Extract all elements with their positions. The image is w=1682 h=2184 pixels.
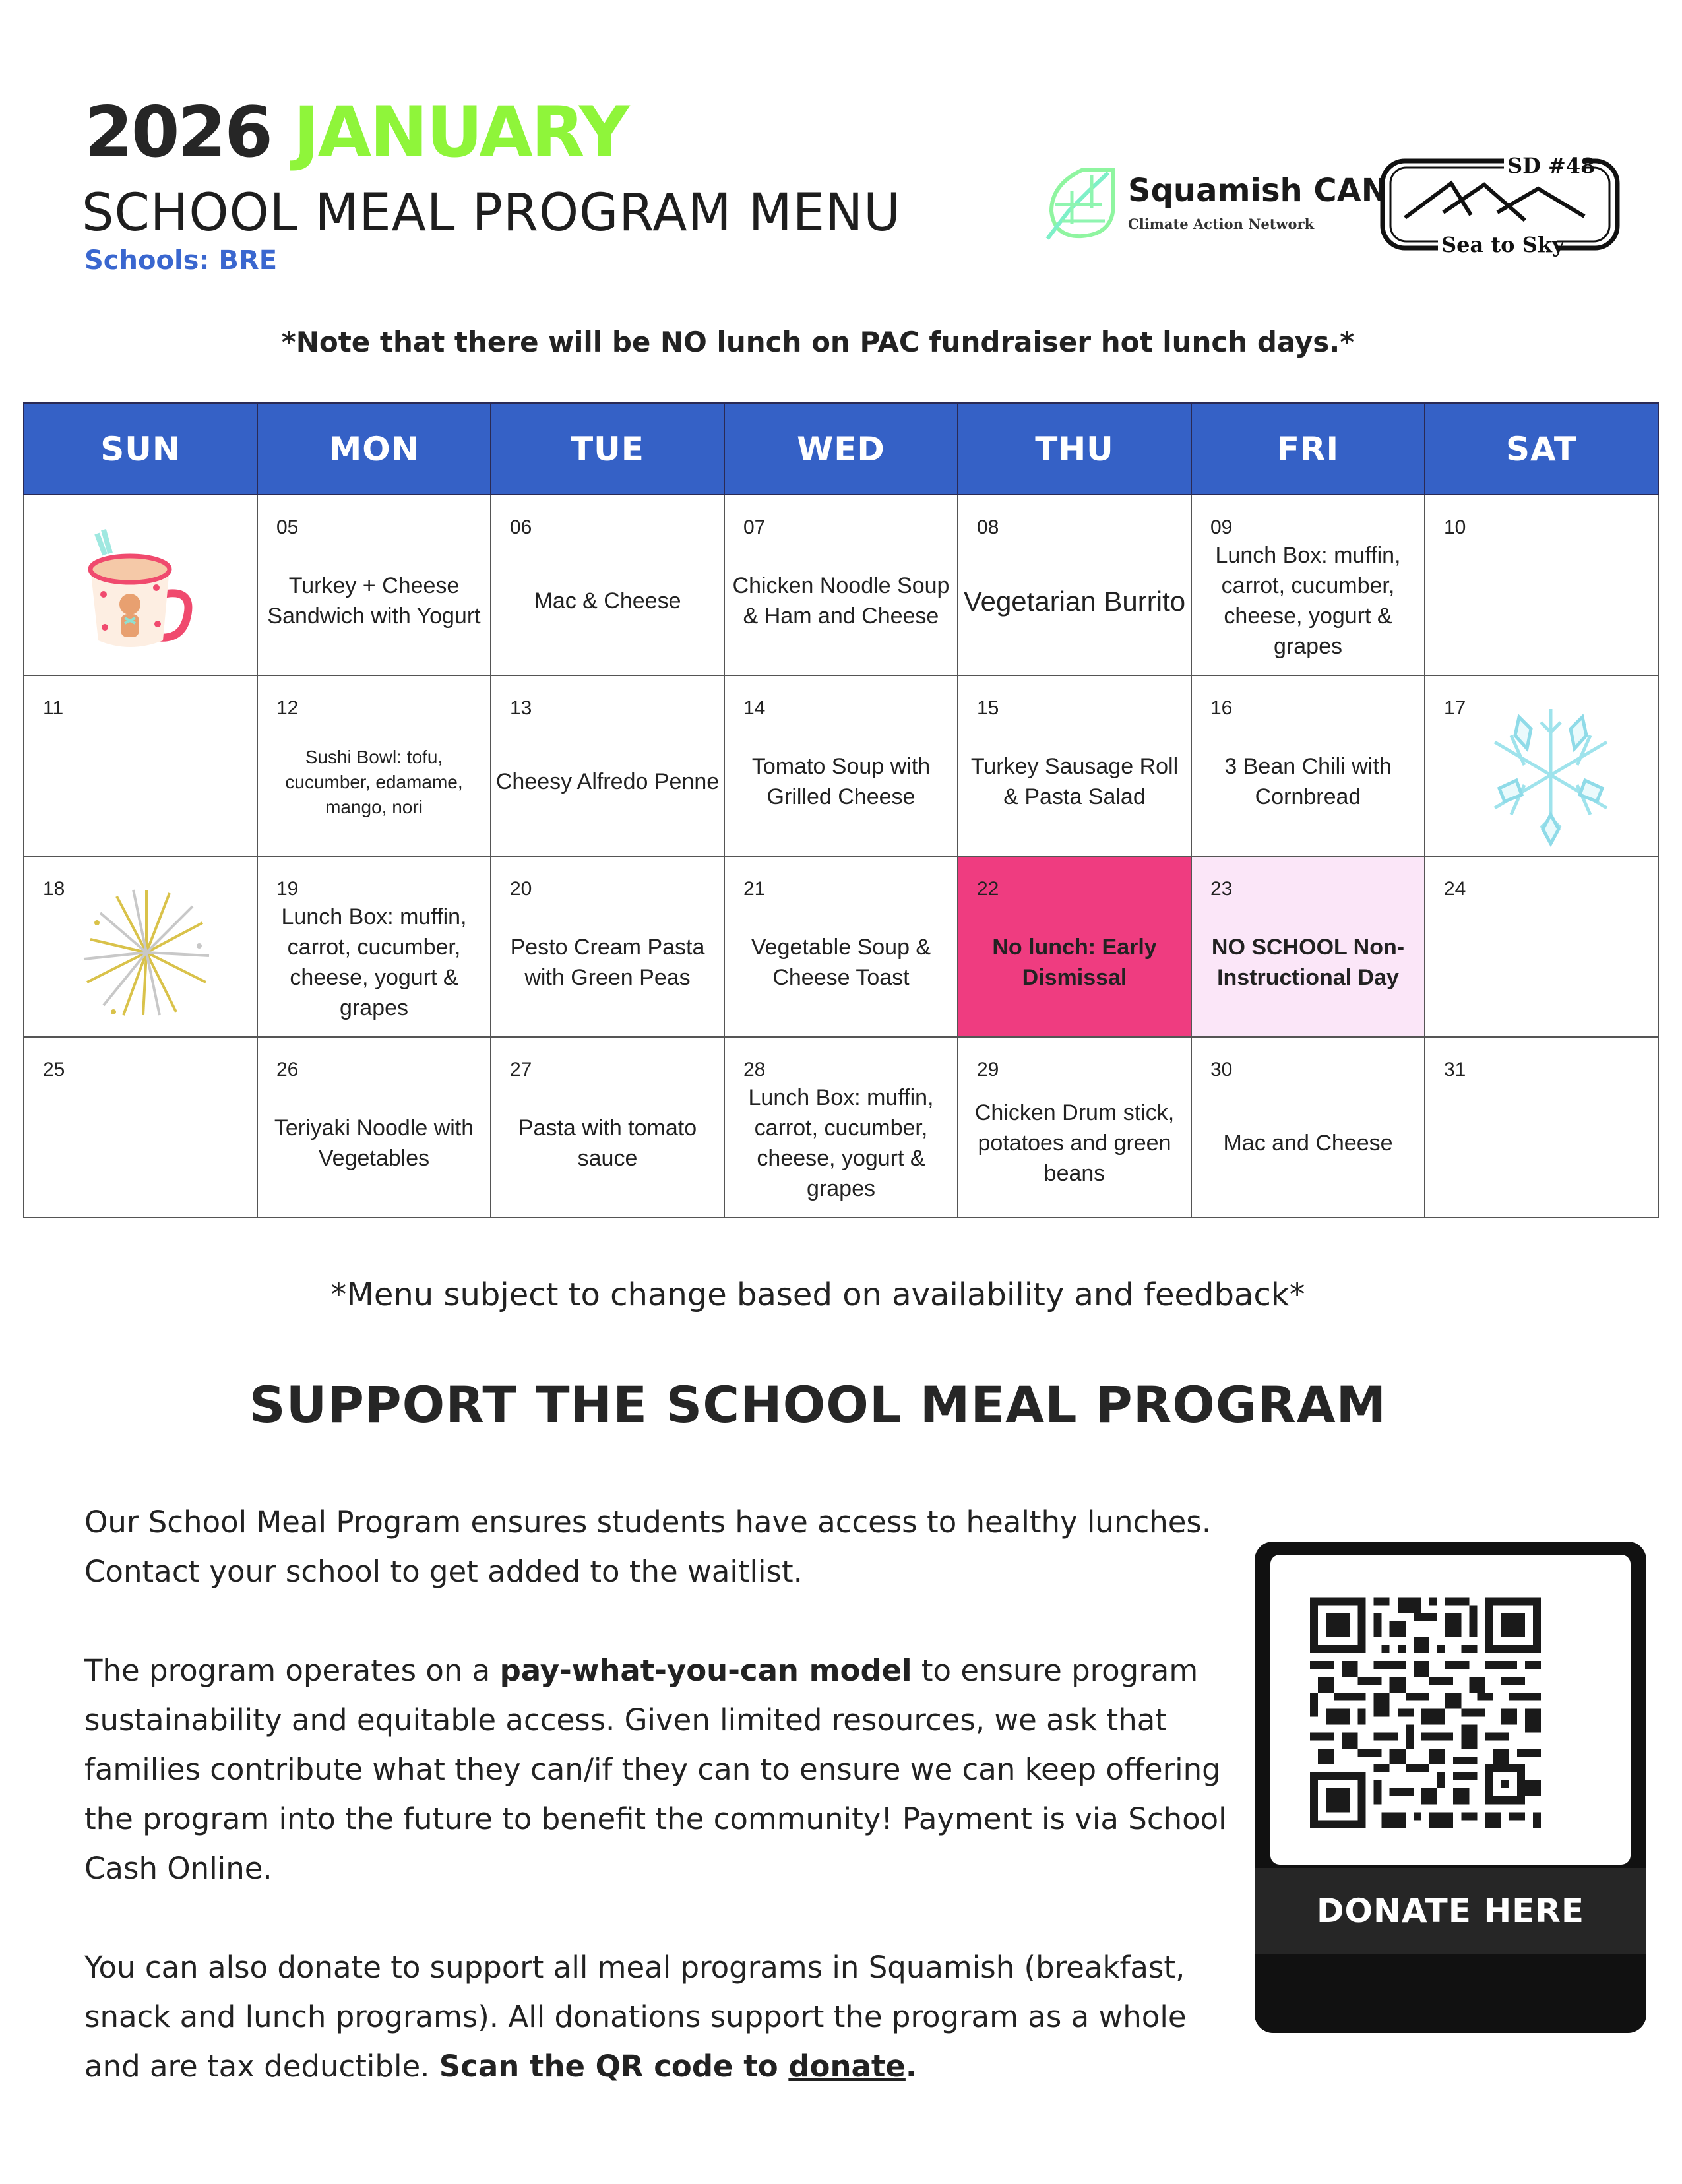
weekday-sat: SAT (1425, 403, 1658, 495)
day-number: 25 (43, 1059, 65, 1080)
day-number: 10 (1444, 516, 1466, 538)
meal-text: Chicken Noodle Soup & Ham and Cheese (732, 573, 950, 629)
meal-text: Chicken Drum stick, potatoes and green beans (974, 1100, 1175, 1186)
day-cell (24, 495, 257, 675)
day-number: 22 (977, 878, 999, 900)
p2-text: The program operates on a (84, 1653, 500, 1688)
day-cell (491, 495, 724, 675)
day-number: 13 (510, 697, 532, 719)
day-cell (1425, 495, 1658, 675)
day-number: 06 (510, 516, 532, 538)
day-number: 15 (977, 697, 999, 719)
day-cell (24, 675, 257, 856)
weekday-header-row (24, 403, 1658, 495)
day-cell (1425, 1037, 1658, 1218)
day-cell (724, 1037, 958, 1218)
meal-text: Mac and Cheese (1223, 1131, 1393, 1156)
sd48-label: SD #48 (1507, 153, 1596, 178)
squamish-can-tagline: Climate Action Network (1128, 216, 1315, 232)
meal-text: Pesto Cream Pasta with Green Peas (510, 935, 705, 990)
title-year: 2026 (84, 92, 272, 173)
firework-burst-icon (77, 883, 216, 1022)
day-cell (24, 856, 257, 1037)
day-number: 27 (510, 1059, 532, 1080)
day-number: 28 (743, 1059, 766, 1080)
day-number: 30 (1210, 1059, 1233, 1080)
meal-text: Sushi Bowl: tofu, cucumber, edamame, mango, nori (285, 747, 463, 817)
weekday-mon: MON (257, 403, 491, 495)
day-cell (1425, 856, 1658, 1037)
pac-note: *Note that there will be NO lunch on PAC fundraiser hot lunch days.* (281, 326, 1355, 358)
day-cell (257, 856, 491, 1037)
mountains-icon (1405, 183, 1584, 220)
sea-to-sky-label: Sea to Sky (1441, 232, 1565, 257)
day-number: 23 (1210, 878, 1233, 900)
scan-qr-emphasis: Scan the QR code to (439, 2049, 789, 2084)
day-number: 18 (43, 878, 65, 900)
page-title (84, 92, 628, 173)
p3-text: You can also donate to support all meal programs in Squamish (breakfast, snack and lunch programs). All donations support the program as a whole and are tax deductible. (84, 1950, 1187, 2084)
meal-text: 3 Bean Chili with Cornbread (1224, 754, 1392, 809)
day-number: 17 (1444, 697, 1466, 719)
meal-text: Lunch Box: muffin, carrot, cucumber, cheese, yogurt & grapes (1215, 543, 1401, 659)
meal-text: Vegetable Soup & Cheese Toast (751, 935, 931, 990)
menu-disclaimer: *Menu subject to change based on availability and feedback* (330, 1276, 1305, 1313)
day-number: 09 (1210, 516, 1233, 538)
day-number: 31 (1444, 1059, 1466, 1080)
week-row (24, 1037, 1658, 1218)
weekday-thu: THU (958, 403, 1191, 495)
day-cell (1191, 495, 1425, 675)
meal-text: Teriyaki Noodle with Vegetables (274, 1115, 474, 1171)
title-month: JANUARY (293, 92, 628, 173)
meal-text: Pasta with tomato sauce (518, 1115, 697, 1171)
day-cell (1425, 675, 1658, 856)
day-cell (257, 1037, 491, 1218)
day-cell-no-school (1191, 856, 1425, 1037)
pay-what-you-can-emphasis: pay-what-you-can model (499, 1653, 912, 1688)
day-cell (24, 1037, 257, 1218)
day-cell (257, 675, 491, 856)
meal-text: Tomato Soup with Grilled Cheese (751, 754, 931, 809)
donate-link[interactable]: donate (788, 2049, 906, 2084)
day-number: 08 (977, 516, 999, 538)
day-number: 07 (743, 516, 766, 538)
meal-text: No lunch: Early Dismissal (992, 935, 1157, 990)
day-cell (257, 495, 491, 675)
day-number: 20 (510, 878, 532, 900)
meal-text: Lunch Box: muffin, carrot, cucumber, cheese, yogurt & grapes (748, 1085, 934, 1201)
weekday-sun: SUN (24, 403, 257, 495)
meal-text: Cheesy Alfredo Penne (495, 769, 720, 795)
day-number: 29 (977, 1059, 999, 1080)
meal-text: Turkey Sausage Roll & Pasta Salad (970, 754, 1179, 809)
meal-text: Vegetarian Burrito (963, 585, 1186, 617)
weekday-fri: FRI (1191, 403, 1425, 495)
donate-here-button[interactable]: DONATE HERE (1255, 1868, 1646, 1954)
day-number: 14 (743, 697, 766, 719)
leaf-icon (1042, 165, 1118, 244)
support-heading: SUPPORT THE SCHOOL MEAL PROGRAM (249, 1375, 1387, 1434)
day-cell (491, 1037, 724, 1218)
day-number: 24 (1444, 878, 1466, 900)
squamish-can-logo (1042, 162, 1388, 247)
snowflake-icon (1485, 702, 1617, 848)
meal-text: Turkey + Cheese Sandwich with Yogurt (267, 573, 481, 629)
day-number: 26 (276, 1059, 299, 1080)
day-cell (958, 495, 1191, 675)
qr-frame (1270, 1555, 1631, 1865)
day-number: 19 (276, 878, 299, 900)
qr-code-icon[interactable] (1310, 1596, 1541, 1830)
page-subtitle: SCHOOL MEAL PROGRAM MENU (82, 183, 902, 243)
day-number: 11 (43, 697, 64, 719)
week-row (24, 675, 1658, 856)
squamish-can-name: Squamish CAN (1128, 172, 1388, 209)
day-cell (491, 675, 724, 856)
day-number: 12 (276, 697, 299, 719)
support-paragraph-2 (84, 1646, 1245, 1893)
day-cell (724, 675, 958, 856)
support-paragraph-3 (84, 1943, 1245, 2091)
day-number: 05 (276, 516, 299, 538)
day-cell-early-dismissal (958, 856, 1191, 1037)
week-row (24, 856, 1658, 1037)
day-cell (724, 495, 958, 675)
meal-text: Mac & Cheese (534, 588, 681, 614)
weekday-tue: TUE (491, 403, 724, 495)
day-cell (1191, 1037, 1425, 1218)
day-cell (724, 856, 958, 1037)
support-paragraph-1: Our School Meal Program ensures students have access to healthy lunches. Contact your school to get added to the waitlist. (84, 1505, 1212, 1589)
donate-qr-card[interactable] (1255, 1542, 1646, 2033)
weekday-wed: WED (724, 403, 958, 495)
schools-label: Schools: BRE (84, 245, 278, 276)
hot-cocoa-mug-icon (64, 515, 209, 660)
day-number: 16 (1210, 697, 1233, 719)
day-cell (1191, 675, 1425, 856)
menu-calendar (23, 402, 1659, 1218)
meal-text: NO SCHOOL Non-Instructional Day (1211, 935, 1405, 990)
meal-text: Lunch Box: muffin, carrot, cucumber, cheese, yogurt & grapes (281, 904, 467, 1020)
day-number: 21 (743, 878, 766, 900)
day-cell (958, 675, 1191, 856)
day-cell (958, 1037, 1191, 1218)
week-row (24, 495, 1658, 675)
sd48-logo (1379, 152, 1623, 257)
p2-text-rest: to ensure program sustainability and equitable access. Given limited resources, we ask that families contribute what they can/if they can to ensure we can keep offering the program into the future to benefit the community! Payment is via School Cash Online. (84, 1653, 1227, 1886)
day-cell (491, 856, 724, 1037)
period: . (905, 2049, 917, 2084)
